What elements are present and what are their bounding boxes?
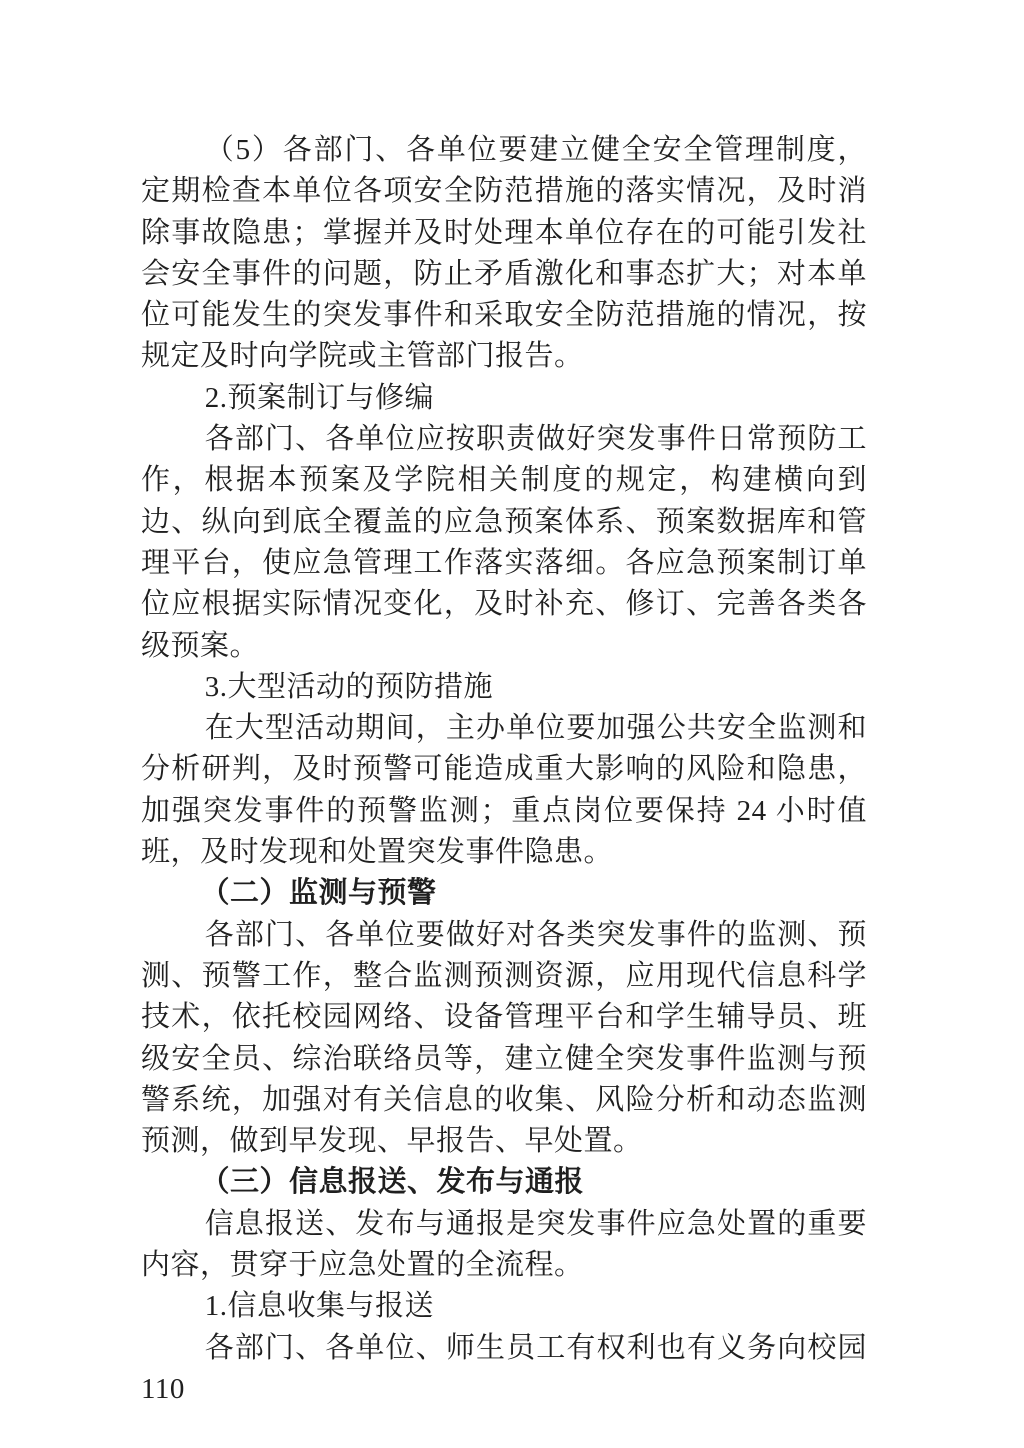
paragraph-item-5-duty: （5）各部门、各单位要建立健全安全管理制度，定期检查本单位各项安全防范措施的落实情况，及时消除事故隐患；掌握并及时处理本单位存在的可能引发社会安全事件的问题，防止矛盾激化和事态扩大；对本单位可能发生的突发事件和采取安全防范措施的情况，按规定及时向学院或主管部门报告。 xyxy=(141,134,867,373)
paragraph-reporting-intro: 信息报送、发布与通报是突发事件应急处置的重要内容，贯穿于应急处置的全流程。 xyxy=(141,1207,867,1282)
paragraph-monitoring: 各部门、各单位要做好对各类突发事件的监测、预测、预警工作，整合监测预测资源，应用现代信息科学技术，依托校园网络、设备管理平台和学生辅导员、班级安全员、综治联络员等，建立健全突发事件监测与预警系统，加强对有关信息的收集、风险分析和动态监测预测，做到早发现、早报告、早处置。 xyxy=(141,918,867,1158)
paragraph-info-collection: 各部门、各单位、师生员工有权利也有义务向校园 110 xyxy=(141,1331,867,1405)
paragraph-plan-revision: 各部门、各单位应按职责做好突发事件日常预防工作，根据本预案及学院相关制度的规定，构建横向到边、纵向到底全覆盖的应急预案体系、预案数据库和管理平台，使应急管理工作落实落细。各应急预案制订单位应根据实际情况变化，及时补充、修订、完善各类各级预案。 xyxy=(141,423,867,662)
section-heading-2-monitoring: （二）监测与预警 xyxy=(200,877,437,910)
document-text-block xyxy=(141,130,867,1410)
subheading-2-plan-revision: 2.预案制订与修编 xyxy=(204,381,435,414)
subheading-3-large-events: 3.大型活动的预防措施 xyxy=(204,670,494,703)
subheading-1-info-collection: 1.信息收集与报送 xyxy=(204,1290,435,1323)
paragraph-large-events: 在大型活动期间，主办单位要加强公共安全监测和分析研判，及时预警可能造成重大影响的风险和隐患，加强突发事件的预警监测；重点岗位要保持 24 小时值班，及时发现和处置突发事件隐患。 xyxy=(141,712,867,869)
section-heading-3-reporting: （三）信息报送、发布与通报 xyxy=(200,1166,584,1199)
